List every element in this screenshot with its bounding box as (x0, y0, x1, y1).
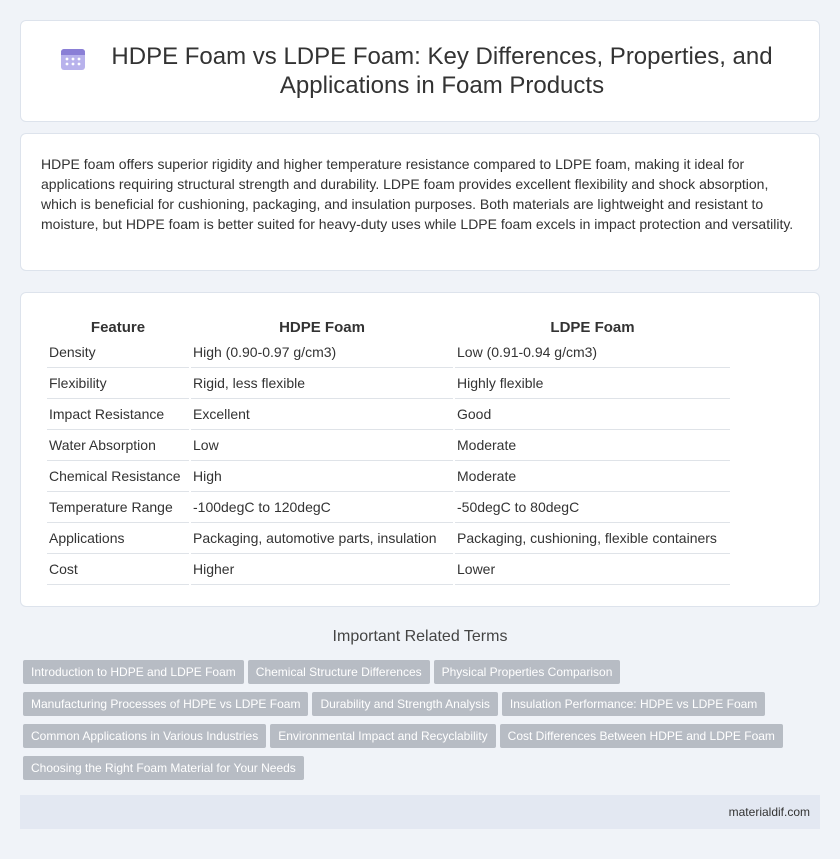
related-terms-title: Important Related Terms (332, 628, 508, 645)
comparison-table-card (20, 292, 820, 607)
ldpe-cell: Moderate (455, 430, 730, 461)
header-hdpe: HDPE Foam (279, 318, 365, 336)
ldpe-cell: Packaging, cushioning, flexible containers (455, 523, 730, 554)
ldpe-cell: -50degC to 80degC (455, 492, 730, 523)
related-term-tag[interactable]: Introduction to HDPE and LDPE Foam (23, 660, 244, 684)
header-ldpe: LDPE Foam (550, 318, 635, 336)
intro-card (20, 133, 820, 271)
hdpe-cell: Low (191, 430, 453, 461)
hdpe-cell: Higher (191, 554, 453, 585)
ldpe-cell: Lower (455, 554, 730, 585)
feature-cell: Chemical Resistance (47, 461, 189, 492)
related-term-tag[interactable]: Physical Properties Comparison (434, 660, 621, 684)
ldpe-cell: Highly flexible (455, 368, 730, 399)
related-term-tag[interactable]: Choosing the Right Foam Material for Your Needs (23, 756, 304, 780)
feature-cell: Temperature Range (47, 492, 189, 523)
feature-cell: Density (47, 337, 189, 368)
page-title: HDPE Foam vs LDPE Foam: Key Differences, Properties, and Applications in Foam Products (111, 43, 773, 99)
table-row (47, 399, 730, 430)
ldpe-cell: Moderate (455, 461, 730, 492)
table-row (47, 523, 730, 554)
related-term-tag[interactable]: Manufacturing Processes of HDPE vs LDPE Foam (23, 692, 308, 716)
hdpe-cell: High (0.90-0.97 g/cm3) (191, 337, 453, 368)
header-feature: Feature (90, 318, 146, 336)
header-card (20, 20, 820, 122)
hdpe-cell: Packaging, automotive parts, insulation (191, 523, 453, 554)
table-row (47, 430, 730, 461)
feature-cell: Water Absorption (47, 430, 189, 461)
footer (20, 795, 820, 829)
related-term-tag[interactable]: Cost Differences Between HDPE and LDPE Foam (500, 724, 783, 748)
feature-cell: Applications (47, 523, 189, 554)
related-term-tag[interactable]: Chemical Structure Differences (248, 660, 430, 684)
related-terms-list (23, 660, 813, 788)
table-header-row (47, 315, 730, 337)
table-row (47, 368, 730, 399)
table-row (47, 492, 730, 523)
comparison-table (45, 315, 732, 585)
hdpe-cell: Rigid, less flexible (191, 368, 453, 399)
feature-cell: Flexibility (47, 368, 189, 399)
table-row (47, 461, 730, 492)
footer-site[interactable]: materialdif.com (728, 805, 810, 819)
calendar-icon (60, 47, 86, 71)
table-row (47, 554, 730, 585)
hdpe-cell: Excellent (191, 399, 453, 430)
ldpe-cell: Low (0.91-0.94 g/cm3) (455, 337, 730, 368)
related-term-tag[interactable]: Durability and Strength Analysis (312, 692, 497, 716)
related-term-tag[interactable]: Environmental Impact and Recyclability (270, 724, 495, 748)
hdpe-cell: High (191, 461, 453, 492)
feature-cell: Cost (47, 554, 189, 585)
hdpe-cell: -100degC to 120degC (191, 492, 453, 523)
title-wrap (60, 42, 780, 100)
intro-text: HDPE foam offers superior rigidity and higher temperature resistance compared to LDPE foam, making it ideal for applications requiring structural strength and durability. LDPE foam provides excellent flexibility and shock absorption, which is beneficial for cushioning, packaging, and insulation purposes. Both materials are lightweight and resistant to moisture, but HDPE foam is better suited for heavy-duty uses while LDPE foam excels in impact protection and versatility. (41, 156, 794, 232)
ldpe-cell: Good (455, 399, 730, 430)
feature-cell: Impact Resistance (47, 399, 189, 430)
related-term-tag[interactable]: Insulation Performance: HDPE vs LDPE Foam (502, 692, 765, 716)
related-term-tag[interactable]: Common Applications in Various Industries (23, 724, 266, 748)
table-row (47, 337, 730, 368)
